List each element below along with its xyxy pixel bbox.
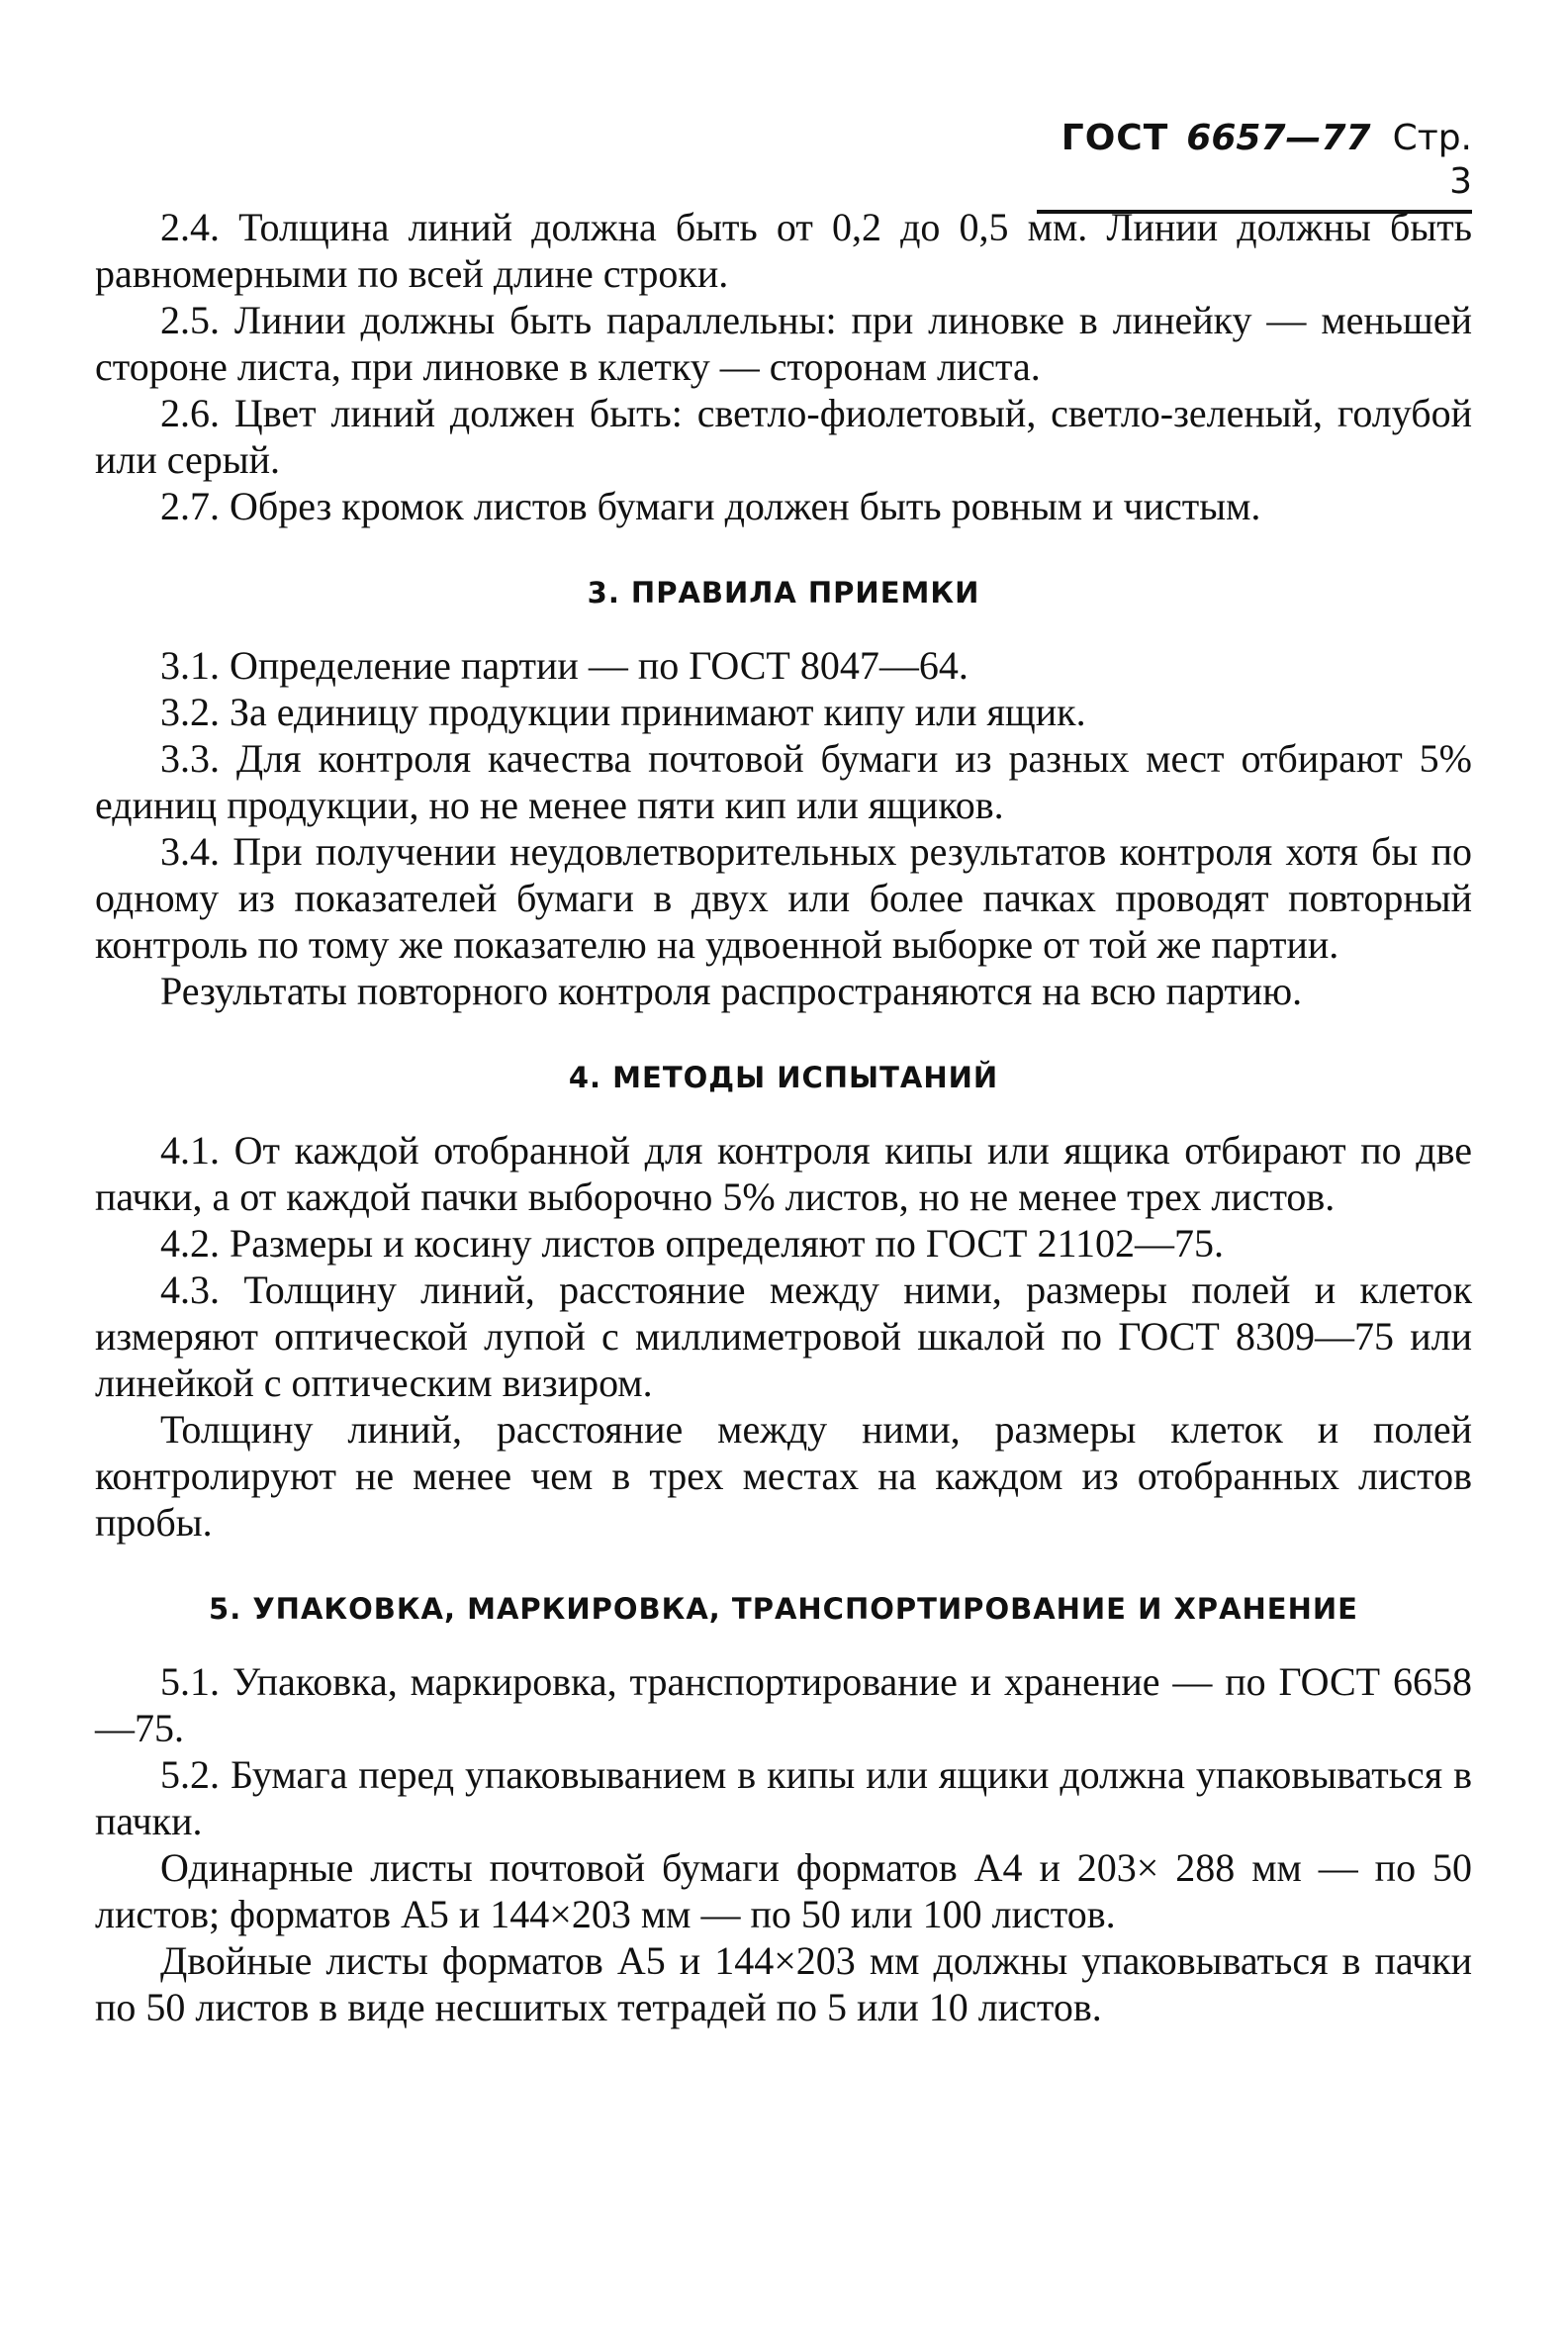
standard-number: 6657—77 <box>1186 118 1371 158</box>
page-header <box>1037 117 1472 214</box>
paragraph-4-2: 4.2. Размеры и косину листов определяют по ГОСТ 21102—75. <box>160 1221 1224 1266</box>
paragraph-2-7: 2.7. Обрез кромок листов бумаги должен быть ровным и чистым. <box>160 484 1261 528</box>
standard-label: ГОСТ <box>1061 118 1169 158</box>
section-5-title: 5. УПАКОВКА, МАРКИРОВКА, ТРАНСПОРТИРОВАНИЕ И ХРАНЕНИЕ <box>209 1592 1358 1626</box>
paragraph-2-5: 2.5. Линии должны быть параллельны: при линовке в линейку — меньшей стороне листа, при линовке в клетку — сторонам листа. <box>95 298 1472 389</box>
paragraph-4-1: 4.1. От каждой отобранной для контроля кипы или ящика отбирают по две пачки, а от каждой пачки выборочно 5% листов, но не менее трех листов. <box>95 1128 1472 1219</box>
page-number: Стр. 3 <box>1392 118 1472 202</box>
paragraph-3-1: 3.1. Определение партии — по ГОСТ 8047—64. <box>160 643 968 688</box>
section-4-title: 4. МЕТОДЫ ИСПЫТАНИЙ <box>568 1061 999 1094</box>
paragraph-3-4-note: Результаты повторного контроля распространяются на всю партию. <box>160 969 1303 1013</box>
paragraph-4-3-note: Толщину линий, расстояние между ними, размеры клеток и полей контролируют не менее чем в трех местах на каждом из отобранных листов пробы. <box>95 1407 1472 1545</box>
document-page <box>95 0 1472 2347</box>
paragraph-5-1: 5.1. Упаковка, маркировка, транспортирование и хранение — по ГОСТ 6658—75. <box>95 1659 1472 1750</box>
paragraph-2-6: 2.6. Цвет линий должен быть: светло-фиолетовый, светло-зеленый, голубой или серый. <box>95 391 1472 482</box>
paragraph-5-2-double: Двойные листы форматов А5 и 144×203 мм должны упаковываться в пачки по 50 листов в виде несшитых тетрадей по 5 или 10 листов. <box>95 1938 1472 2029</box>
paragraph-2-4: 2.4. Толщина линий должна быть от 0,2 до 0,5 мм. Линии должны быть равномерными по всей длине строки. <box>95 205 1472 296</box>
paragraph-5-2: 5.2. Бумага перед упаковыванием в кипы или ящики должна упаковываться в пачки. <box>95 1752 1472 1843</box>
document-body <box>95 204 1472 2030</box>
paragraph-3-4: 3.4. При получении неудовлетворительных результатов контроля хотя бы по одному из показателей бумаги в двух или более пачках проводят повторный контроль по тому же показателю на удвоенной выборке от той же партии. <box>95 829 1472 967</box>
paragraph-3-2: 3.2. За единицу продукции принимают кипу или ящик. <box>160 690 1086 734</box>
paragraph-5-2-single: Одинарные листы почтовой бумаги форматов А4 и 203× 288 мм — по 50 листов; форматов А5 и 144×203 мм — по 50 или 100 листов. <box>95 1845 1472 1936</box>
paragraph-4-3: 4.3. Толщину линий, расстояние между ними, размеры полей и клеток измеряют оптической лупой с миллиметровой шкалой по ГОСТ 8309—75 или линейкой с оптическим визиром. <box>95 1267 1472 1405</box>
paragraph-3-3: 3.3. Для контроля качества почтовой бумаги из разных мест отбирают 5% единиц продукции, но не менее пяти кип или ящиков. <box>95 736 1472 827</box>
section-3-title: 3. ПРАВИЛА ПРИЕМКИ <box>587 576 980 610</box>
